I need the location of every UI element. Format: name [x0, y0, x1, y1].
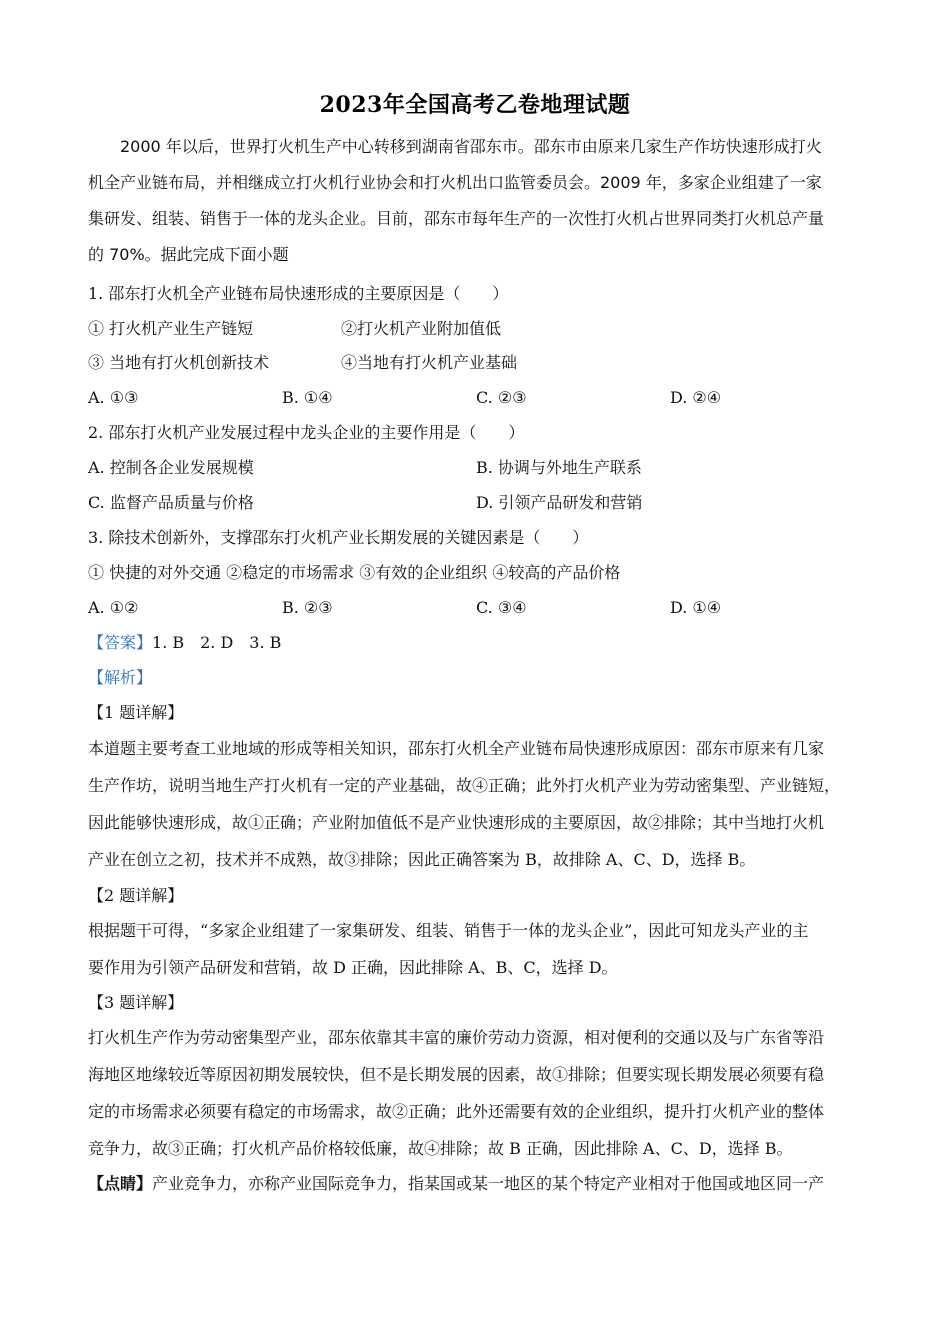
tip-line	[88, 1173, 868, 1195]
answer-label: 【答案】	[88, 633, 153, 652]
q2-option-c: C. 监督产品质量与价格	[88, 493, 254, 512]
answer-line	[88, 632, 868, 654]
question-1-stem: 1. 邵东打火机全产业链布局快速形成的主要原因是（ ）	[88, 284, 509, 303]
passage-line-1: 2000 年以后，世界打火机生产中心转移到湖南省邵东市。邵东市由原来几家生产作坊快速形成打火	[120, 137, 822, 156]
detail-1-line-1: 本道题主要考查工业地域的形成等相关知识，邵东打火机全产业链布局快速形成原因：邵东市原来有几家	[88, 739, 825, 758]
q1-option-a: A. ①③	[88, 388, 139, 407]
detail-3-line-2: 海地区地缘较近等原因初期发展较快，但不是长期发展的因素，故①排除；但要实现长期发展必须要有稳	[88, 1065, 825, 1084]
passage-line-2: 机全产业链布局，并相继成立打火机行业协会和打火机出口监管委员会。2009 年，多家企业组建了一家	[88, 173, 822, 192]
q3-option-c: C. ③④	[476, 598, 527, 617]
detail-2-line-1: 根据题干可得，“多家企业组建了一家集研发、组装、销售于一体的龙头企业”，因此可知龙头产业的主	[88, 921, 809, 940]
passage-line-3: 集研发、组装、销售于一体的龙头企业。目前，邵东市每年生产的一次性打火机占世界同类打火机总产量	[88, 209, 825, 228]
q2-option-d: D. 引领产品研发和营销	[476, 493, 643, 512]
q1-option-d: D. ②④	[670, 388, 722, 407]
detail-3-line-4: 竞争力，故③正确；打火机产品价格较低廉，故④排除；故 B 正确，因此排除 A、C、D，选择 B。	[88, 1139, 793, 1158]
q1-statement-4: ④当地有打火机产业基础	[341, 353, 518, 372]
q1-option-c: C. ②③	[476, 388, 527, 407]
q3-option-d: D. ①④	[670, 598, 722, 617]
q3-option-b: B. ②③	[282, 598, 333, 617]
detail-2-line-2: 要作用为引领产品研发和营销，故 D 正确，因此排除 A、B、C，选择 D。	[88, 958, 618, 977]
question-2-stem: 2. 邵东打火机产业发展过程中龙头企业的主要作用是（ ）	[88, 423, 525, 442]
q1-statement-1: ① 打火机产业生产链短	[88, 319, 254, 338]
tip-label: 【点睛】	[88, 1174, 153, 1193]
q2-option-a: A. 控制各企业发展规模	[88, 458, 254, 477]
detail-1-label: 【1 题详解】	[88, 703, 184, 722]
passage-line-4: 的 70%。据此完成下面小题	[88, 245, 289, 264]
q3-option-a: A. ①②	[88, 598, 139, 617]
detail-3-line-3: 定的市场需求必须要有稳定的市场需求，故②正确；此外还需要有效的企业组织，提升打火机产业的整体	[88, 1102, 825, 1121]
detail-1-line-2: 生产作坊，说明当地生产打火机有一定的产业基础，故④正确；此外打火机产业为劳动密集型、产业链短，	[88, 776, 841, 795]
q1-statement-3: ③ 当地有打火机创新技术	[88, 353, 270, 372]
page-title: 2023年全国高考乙卷地理试题	[319, 92, 631, 118]
q1-statement-2: ②打火机产业附加值低	[341, 319, 502, 338]
detail-1-line-3: 因此能够快速形成，故①正确；产业附加值低不是产业快速形成的主要原因，故②排除；其中当地打火机	[88, 813, 825, 832]
detail-1-line-4: 产业在创立之初，技术并不成熟，故③排除；因此正确答案为 B，故排除 A、C、D，选择 B。	[88, 850, 756, 869]
detail-3-label: 【3 题详解】	[88, 993, 184, 1012]
detail-3-line-1: 打火机生产作为劳动密集型产业，邵东依靠其丰富的廉价劳动力资源，相对便利的交通以及与广东省等沿	[88, 1028, 825, 1047]
q3-statements: ① 快捷的对外交通 ②稳定的市场需求 ③有效的企业组织 ④较高的产品价格	[88, 563, 621, 582]
tip-text: 产业竞争力，亦称产业国际竞争力，指某国或某一地区的某个特定产业相对于他国或地区同一产	[152, 1174, 825, 1193]
detail-2-label: 【2 题详解】	[88, 886, 184, 905]
answer-text: 1. B 2. D 3. B	[152, 633, 282, 652]
analysis-label: 【解析】	[88, 668, 153, 687]
q1-option-b: B. ①④	[282, 388, 333, 407]
question-3-stem: 3. 除技术创新外，支撑邵东打火机产业长期发展的关键因素是（ ）	[88, 528, 589, 547]
q2-option-b: B. 协调与外地生产联系	[476, 458, 642, 477]
